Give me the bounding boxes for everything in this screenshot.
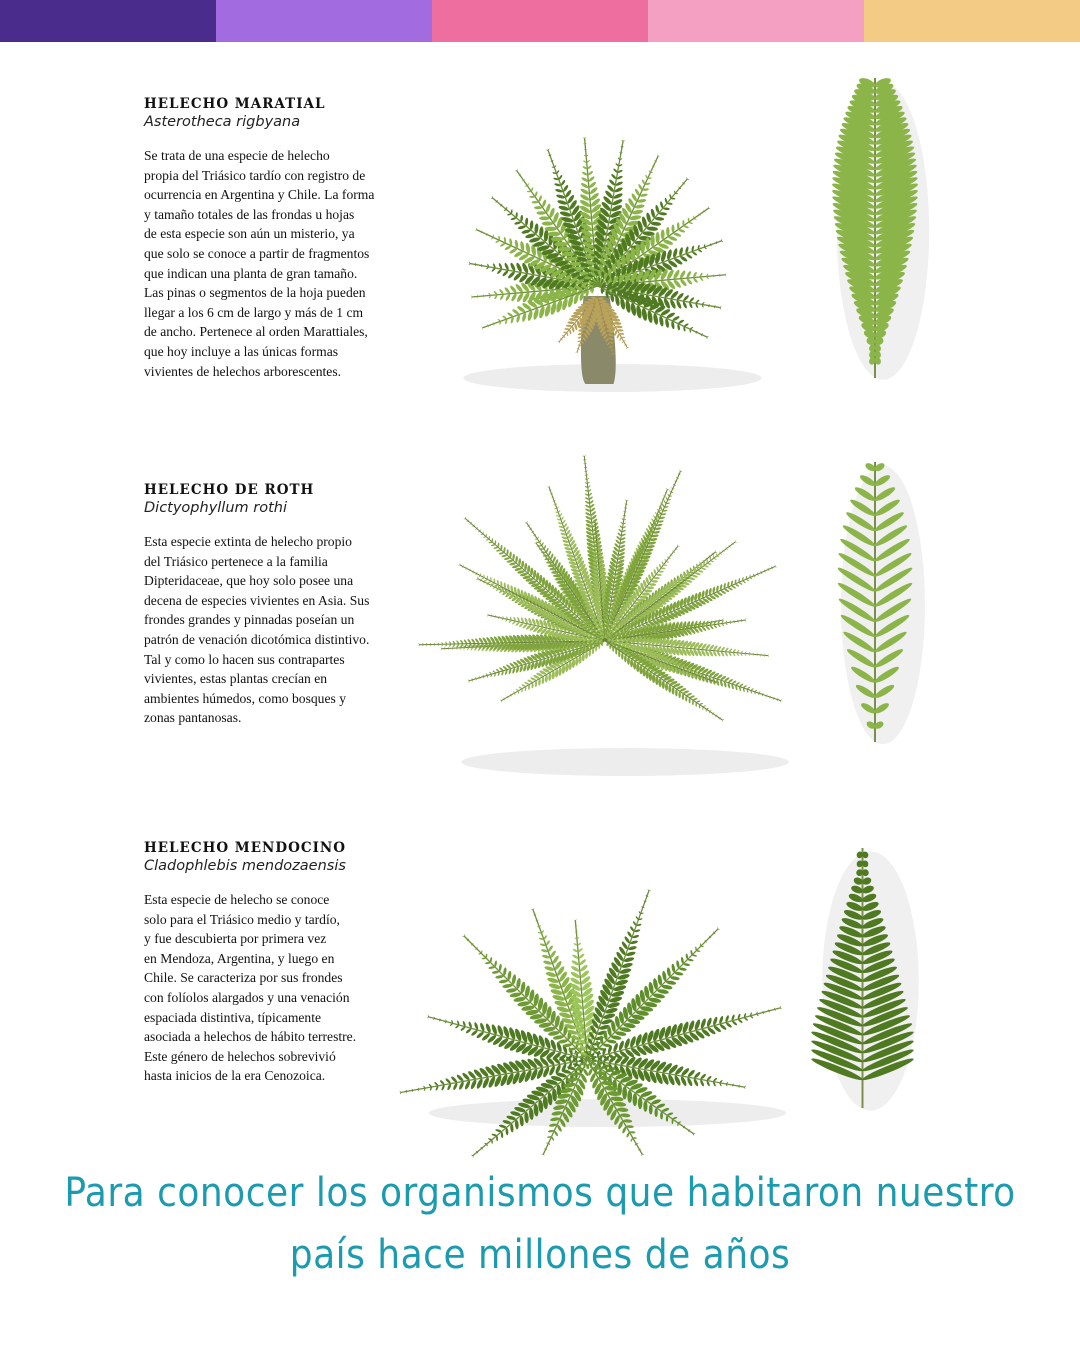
species-card-mendocino xyxy=(0,840,1080,1140)
species-scientific-name: Asterotheca rigbyana xyxy=(144,114,301,130)
color-bar-segment xyxy=(432,0,648,42)
color-bar xyxy=(0,0,1080,42)
footer-line-1: Para conocer los organismos que habitaron nuestro xyxy=(64,1170,1016,1216)
footer-line-2: país hace millones de años xyxy=(289,1232,791,1278)
ground-fern-icon xyxy=(385,856,810,1131)
color-bar-segment xyxy=(216,0,432,42)
species-description: Se trata de una especie de helecho propia del Triásico tardío con registro de ocurrencia en Argentina y Chile. La forma y tamaño totales de las frondas u hojas de esta especie son aún un misterio, ya que solo se conoce a partir de fragmentos que indican una planta de gran tamaño. Las pinas o segmentos de la hoja pueden llegar a los 6 cm de largo y más de 1 cm de ancho. Pertenece al orden Marattiales, que hoy incluye a las únicas formas vivientes de helechos arborescentes. xyxy=(144,148,375,379)
color-bar-segment xyxy=(864,0,1080,42)
footer-tagline xyxy=(0,1162,1080,1286)
species-description: Esta especie extinta de helecho propio del Triásico pertenece a la familia Dipteridaceae, que hoy solo posee una decena de especies vivientes en Asia. Sus frondes grandes y pinnadas poseían un patrón de venación dicotómica distintivo. Tal y como lo hacen sus contrapartes vivientes, estas plantas crecían en ambientes húmedos, como bosques y zonas pantanosas. xyxy=(144,534,370,726)
fern-frond-icon xyxy=(825,456,925,746)
species-scientific-name: Cladophlebis mendozaensis xyxy=(144,858,346,874)
tree-fern-plant-icon xyxy=(425,146,780,396)
fern-frond-icon xyxy=(805,842,920,1112)
species-name: HELECHO MARATIAL xyxy=(144,96,326,112)
species-card-roth xyxy=(0,482,1080,802)
species-scientific-name: Dictyophyllum rothi xyxy=(144,500,287,516)
species-text xyxy=(144,96,404,381)
fern-bush-icon xyxy=(420,490,810,780)
species-card-maratial xyxy=(0,96,1080,416)
color-bar-segment xyxy=(648,0,864,42)
species-description: Esta especie de helecho se conoce solo para el Triásico medio y tardío, y fue descubierta por primera vez en Mendoza, Argentina, y luego en Chile. Se caracteriza por sus frondes con folíolos alargados y una venación espaciada distintiva, típicamente asociada a helechos de hábito terrestre. Este género de helechos sobrevivió hasta inicios de la era Cenozoica. xyxy=(144,892,357,1084)
species-name: HELECHO DE ROTH xyxy=(144,482,315,498)
color-bar-segment xyxy=(0,0,216,42)
fern-frond-icon xyxy=(820,72,930,382)
species-name: HELECHO MENDOCINO xyxy=(144,840,346,856)
species-text xyxy=(144,840,404,1086)
species-text xyxy=(144,482,404,728)
